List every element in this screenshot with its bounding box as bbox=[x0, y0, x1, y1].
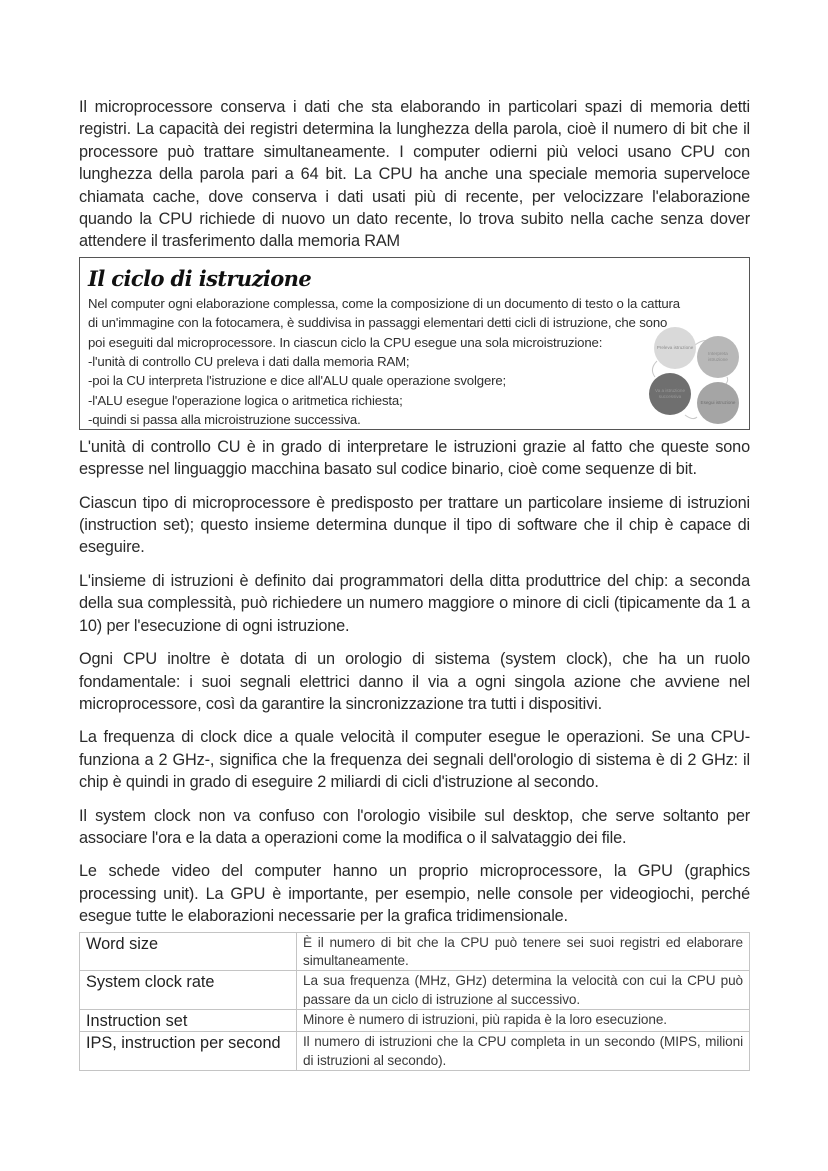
definition-cell: È il numero di bit che la CPU può tenere sei suoi registri ed elaborare simultaneamente. bbox=[297, 932, 750, 971]
cycle-text-line: poi eseguiti dal microprocessore. In ciascun ciclo la CPU esegue una sola microistruzione: bbox=[88, 334, 603, 350]
table-row bbox=[80, 1010, 750, 1032]
table-row bbox=[80, 971, 750, 1010]
cycle-step-circle-execute: Esegui istruzione bbox=[697, 382, 739, 424]
definition-cell: La sua frequenza (MHz, GHz) determina la velocità con cui la CPU può passare da un ciclo di istruzione al successivo. bbox=[297, 971, 750, 1010]
cycle-step-circle-fetch: Preleva istruzione bbox=[654, 327, 696, 369]
paragraph-registri: Il microprocessore conserva i dati che sta elaborando in particolari spazi di memoria detti registri. La capacità dei registri determina la lunghezza della parola, cioè il numero di bit che il processore può trattare simultaneamente. I computer odierni più veloci usano CPU con lunghezza della parola pari a 64 bit. La CPU ha anche una speciale memoria superveloce chiamata cache, dove conserva i dati usati più di recente, per velocizzare l'elaborazione quando la CPU richiede di nuovo un dato recente, lo trova subito nella cache senza dover attendere il trasferimento dalla memoria RAM bbox=[79, 98, 750, 251]
definition-cell: Minore è numero di istruzioni, più rapida è la loro esecuzione. bbox=[297, 1010, 750, 1032]
cycle-step-execute: -l'ALU esegue l'operazione logica o aritmetica richiesta; bbox=[88, 392, 403, 408]
cycle-box-title: Il ciclo di istruzione bbox=[88, 265, 312, 291]
instruction-cycle-box bbox=[79, 257, 750, 430]
table-row bbox=[80, 1032, 750, 1071]
term-cell: Word size bbox=[80, 932, 297, 971]
table-row bbox=[80, 932, 750, 971]
cpu-terms-table bbox=[79, 932, 750, 1071]
term-cell: Instruction set bbox=[80, 1010, 297, 1032]
paragraph-frequenza: La frequenza di clock dice a quale velocità il computer esegue le operazioni. Se una CPU-funziona a 2 GHz-, significa che la frequenza dei segnali dell'orologio di sistema è di 2 GHz: il chip è quindi in grado di eseguire 2 miliardi di cicli d'istruzione al secondo. bbox=[79, 728, 750, 792]
cycle-step-circle-decode: Interpreta istruzione bbox=[697, 336, 739, 378]
instruction-cycle-diagram bbox=[637, 325, 741, 425]
cycle-step-circle-next: Va a istruzione successiva bbox=[649, 373, 691, 415]
cycle-text-line: di un'immagine con la fotocamera, è suddivisa in passaggi elementari detti cicli di istruzione, che sono bbox=[88, 315, 668, 331]
paragraph-programmatori: L'insieme di istruzioni è definito dai programmatori della ditta produttrice del chip: a seconda della sua complessità, può richiedere un numero maggiore o minore di cicli (tipicamente da 1 a 10) per l'esecuzione di ogni istruzione. bbox=[79, 571, 750, 635]
definition-cell: Il numero di istruzioni che la CPU completa in un secondo (MIPS, milioni di istruzioni al secondo). bbox=[297, 1032, 750, 1071]
cycle-step-next: -quindi si passa alla microistruzione successiva. bbox=[88, 412, 361, 428]
document-page bbox=[79, 96, 750, 1071]
paragraph-orologio-desktop: Il system clock non va confuso con l'orologio visibile sul desktop, che serve soltanto per associare l'ora e la data a operazioni come la modifica o il salvataggio dei file. bbox=[79, 806, 750, 847]
paragraph-instruction-set: Ciascun tipo di microprocessore è predisposto per trattare un particolare insieme di istruzioni (instruction set); questo insieme determina dunque il tipo di software che il chip è capace di eseguire. bbox=[79, 493, 750, 557]
term-cell: IPS, instruction per second bbox=[80, 1032, 297, 1071]
paragraph-linguaggio-macchina: L'unità di controllo CU è in grado di interpretare le istruzioni grazie al fatto che queste sono espresse nel linguaggio macchina basato sul codice binario, cioè come sequenze di bit. bbox=[79, 437, 750, 479]
cycle-step-fetch: -l'unità di controllo CU preleva i dati dalla memoria RAM; bbox=[88, 354, 410, 370]
term-cell: System clock rate bbox=[80, 971, 297, 1010]
cycle-step-decode: -poi la CU interpreta l'istruzione e dice all'ALU quale operazione svolgere; bbox=[88, 373, 507, 389]
cycle-text-line: Nel computer ogni elaborazione complessa, come la composizione di un documento di testo o la cattura bbox=[88, 295, 680, 311]
paragraph-system-clock: Ogni CPU inoltre è dotata di un orologio di sistema (system clock), che ha un ruolo fondamentale: i suoi segnali elettrici danno il via a ogni singola azione che avviene nel microprocessore, così da garantire la sincronizzazione tra tutti i dispositivi. bbox=[79, 650, 750, 713]
paragraph-gpu: Le schede video del computer hanno un proprio microprocessore, la GPU (graphics processing unit). La GPU è importante, per esempio, nelle console per videogiochi, perché esegue tutte le elaborazioni necessarie per la grafica tridimensionale. bbox=[79, 862, 750, 926]
